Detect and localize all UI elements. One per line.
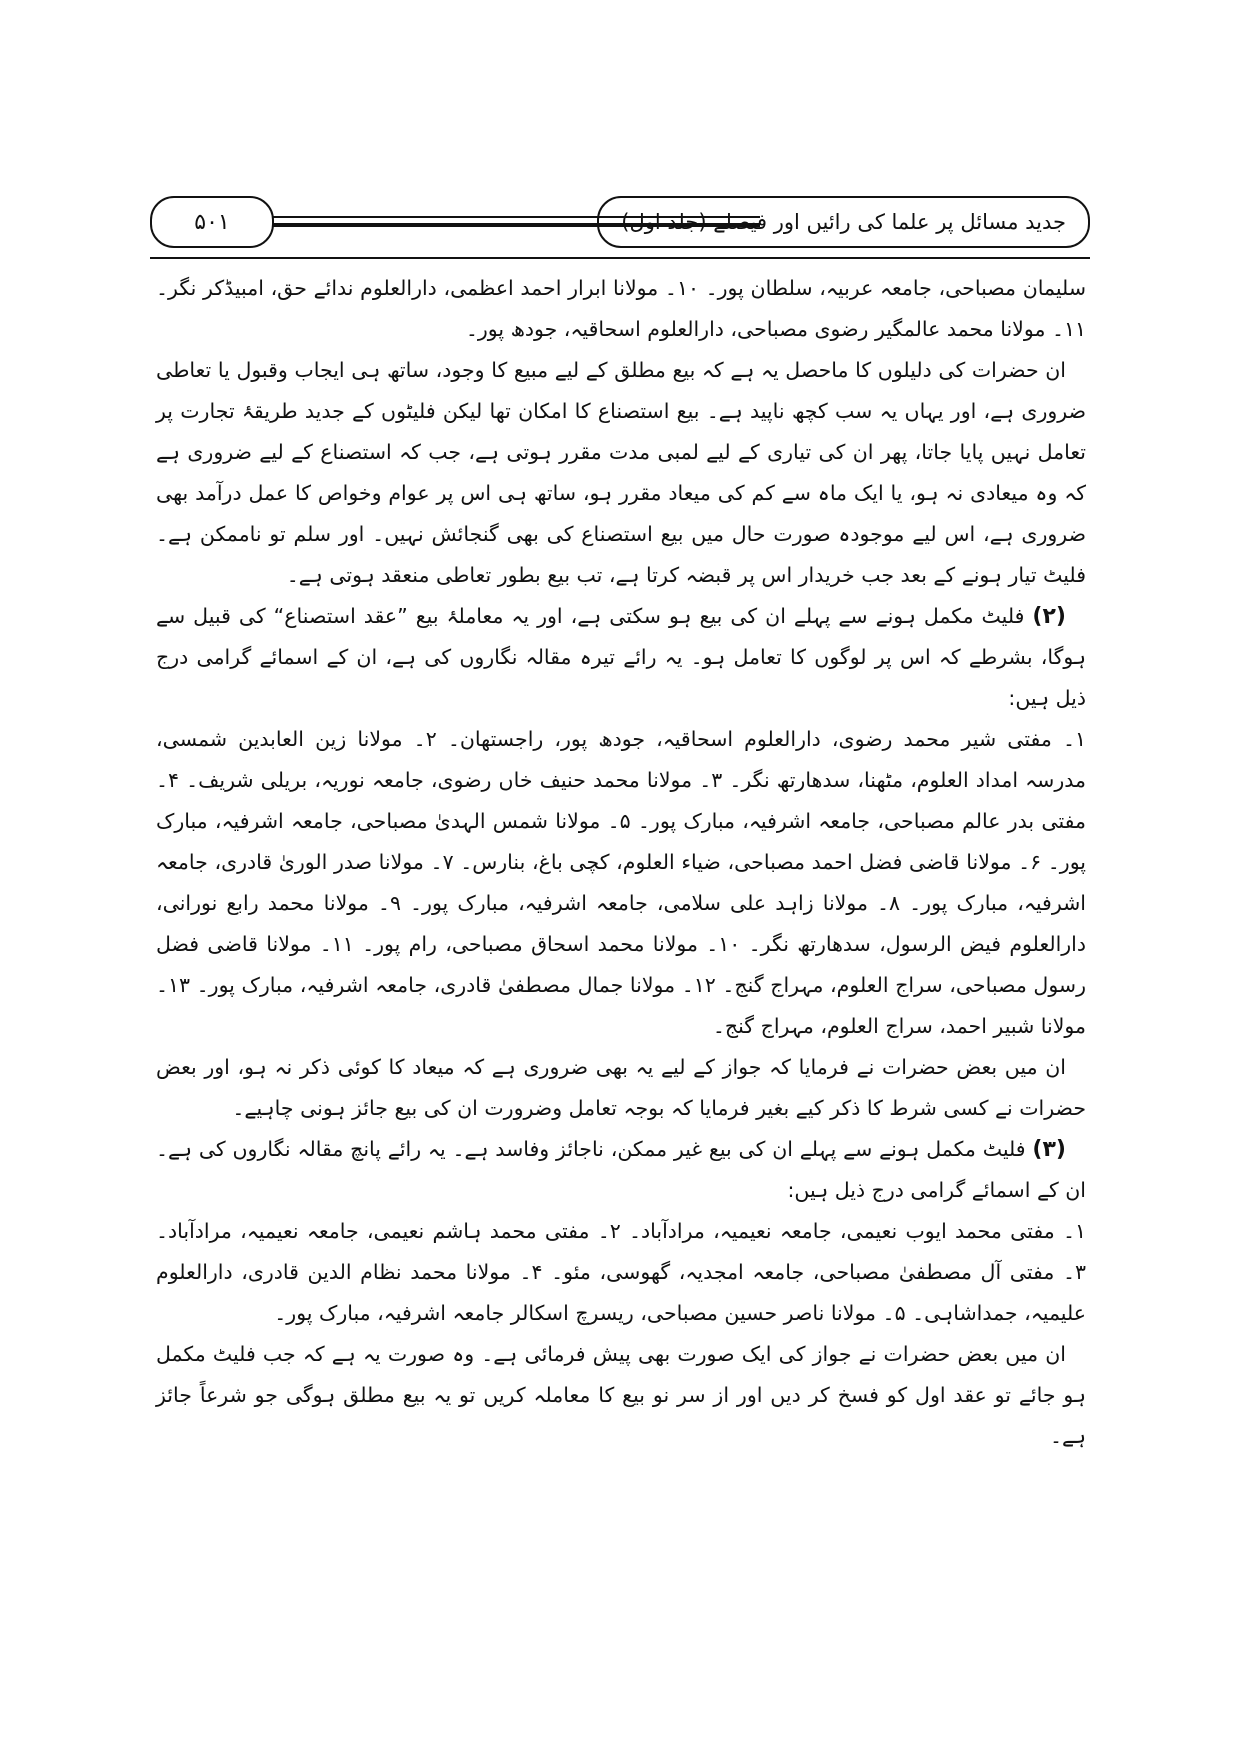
paragraph-evidence-summary: ان حضرات کی دلیلوں کا ماحصل یہ ہے کہ بیع مطلق کے لیے مبیع کا وجود، ساتھ ہی ایجاب وقبول یا تعاطی ضروری ہے، اور یہاں یہ سب کچھ ناپید ہے۔ بیع استصناع کا امکان تھا لیکن فلیٹوں کے جدید طریقۂ تجارت پر تعامل نہیں پایا جاتا، پھر ان کی تیاری کے لیے لمبی مدت مقرر ہوتی ہے، جب کہ استصناع کے لیے ضروری ہے کہ وہ میعادی نہ ہو، یا ایک ماہ سے کم کی میعاد مقرر ہو، ساتھ ہی اس پر عوام وخواص کا عمل درآمد بھی ضروری ہے، اس لیے موجودہ صورت حال میں بیع استصناع کی بھی گنجائش نہیں۔ اور سلم تو ناممکن ہے۔ فلیٹ تیار ہونے کے بعد جب خریدار اس پر قبضہ کرتا ہے، تب بیع بطور تعاطی منعقد ہوتی ہے۔ <box>156 358 1086 587</box>
header-rule-thin <box>268 216 760 218</box>
paragraph-permissible-form: ان میں بعض حضرات نے جواز کی ایک صورت بھی پیش فرمائی ہے۔ وہ صورت یہ ہے کہ جب فلیٹ مکمل ہو جائے تو عقد اول کو فسخ کر دیں اور از سر نو بیع کا معاملہ کریں تو یہ بیع مطلق ہوگی جو شرعاً جائز ہے۔ <box>156 1342 1086 1448</box>
opinion-three-text: فلیٹ مکمل ہونے سے پہلے ان کی بیع غیر ممکن، ناجائز وفاسد ہے۔ یہ رائے پانچ مقالہ نگاروں کی ہے۔ ان کے اسمائے گرامی درج ذیل ہیں: <box>156 1137 1086 1202</box>
header-divider <box>150 257 1090 259</box>
paragraph-opinion-two <box>156 596 1086 719</box>
paragraph-names-list-three: ۱۔ مفتی محمد ایوب نعیمی، جامعہ نعیمیہ، مرادآباد۔ ۲۔ مفتی محمد ہاشم نعیمی، جامعہ نعیمیہ، مرادآباد۔ ۳۔ مفتی آل مصطفیٰ مصباحی، جامعہ امجدیہ، گھوسی، مئو۔ ۴۔ مولانا محمد نظام الدین قادری، دارالعلوم علیمیہ، جمداشاہی۔ ۵۔ مولانا ناصر حسین مصباحی، ریسرچ اسکالر جامعہ اشرفیہ، مبارک پور۔ <box>156 1219 1086 1325</box>
book-title: جدید مسائل پر علما کی رائیں اور فیصلے (جلد اول) <box>597 196 1090 248</box>
body-text <box>156 268 1086 1457</box>
page-number: ۵۰۱ <box>150 196 274 248</box>
page-header <box>150 196 1090 252</box>
paragraph-names-continued: سلیمان مصباحی، جامعہ عربیہ، سلطان پور۔ ۱۰۔ مولانا ابرار احمد اعظمی، دارالعلوم ندائے حق، امبیڈکر نگر۔ ۱۱۔ مولانا محمد عالمگیر رضوی مصباحی، دارالعلوم اسحاقیہ، جودھ پور۔ <box>156 276 1086 341</box>
paragraph-conditions: ان میں بعض حضرات نے فرمایا کہ جواز کے لیے یہ بھی ضروری ہے کہ میعاد کا کوئی ذکر نہ ہو، اور بعض حضرات نے کسی شرط کا ذکر کیے بغیر فرمایا کہ بوجہ تعامل وضرورت ان کی بیع جائز ہونی چاہیے۔ <box>156 1055 1086 1120</box>
opinion-two-text: فلیٹ مکمل ہونے سے پہلے ان کی بیع ہو سکتی ہے، اور یہ معاملۂ بیع ”عقد استصناع“ کی قبیل سے ہوگا، بشرطے کہ اس پر لوگوں کا تعامل ہو۔ یہ رائے تیرہ مقالہ نگاروں کی ہے، ان کے اسمائے گرامی درج ذیل ہیں: <box>156 604 1086 710</box>
paragraph-names-list-two: ۱۔ مفتی شیر محمد رضوی، دارالعلوم اسحاقیہ، جودھ پور، راجستھان۔ ۲۔ مولانا زین العابدین شمسی، مدرسہ امداد العلوم، مٹھنا، سدھارتھ نگر۔ ۳۔ مولانا محمد حنیف خاں رضوی، جامعہ نوریہ، بریلی شریف۔ ۴۔ مفتی بدر عالم مصباحی، جامعہ اشرفیہ، مبارک پور۔ ۵۔ مولانا شمس الہدیٰ مصباحی، جامعہ اشرفیہ، مبارک پور۔ ۶۔ مولانا قاضی فضل احمد مصباحی، ضیاء العلوم، کچی باغ، بنارس۔ ۷۔ مولانا صدر الوریٰ قادری، جامعہ اشرفیہ، مبارک پور۔ ۸۔ مولانا زاہد علی سلامی، جامعہ اشرفیہ، مبارک پور۔ ۹۔ مولانا محمد رابع نورانی، دارالعلوم فیض الرسول، سدھارتھ نگر۔ ۱۰۔ مولانا محمد اسحاق مصباحی، رام پور۔ ۱۱۔ مولانا قاضی فضل رسول مصباحی، سراج العلوم، مہراج گنج۔ ۱۲۔ مولانا جمال مصطفیٰ قادری، جامعہ اشرفیہ، مبارک پور۔ ۱۳۔ مولانا شبیر احمد، سراج العلوم، مہراج گنج۔ <box>156 727 1087 1038</box>
paragraph-opinion-three <box>156 1129 1086 1211</box>
section-marker-two: (۲) <box>1032 604 1066 629</box>
header-rule-thick <box>268 223 760 227</box>
section-marker-three: (۳) <box>1032 1137 1066 1162</box>
